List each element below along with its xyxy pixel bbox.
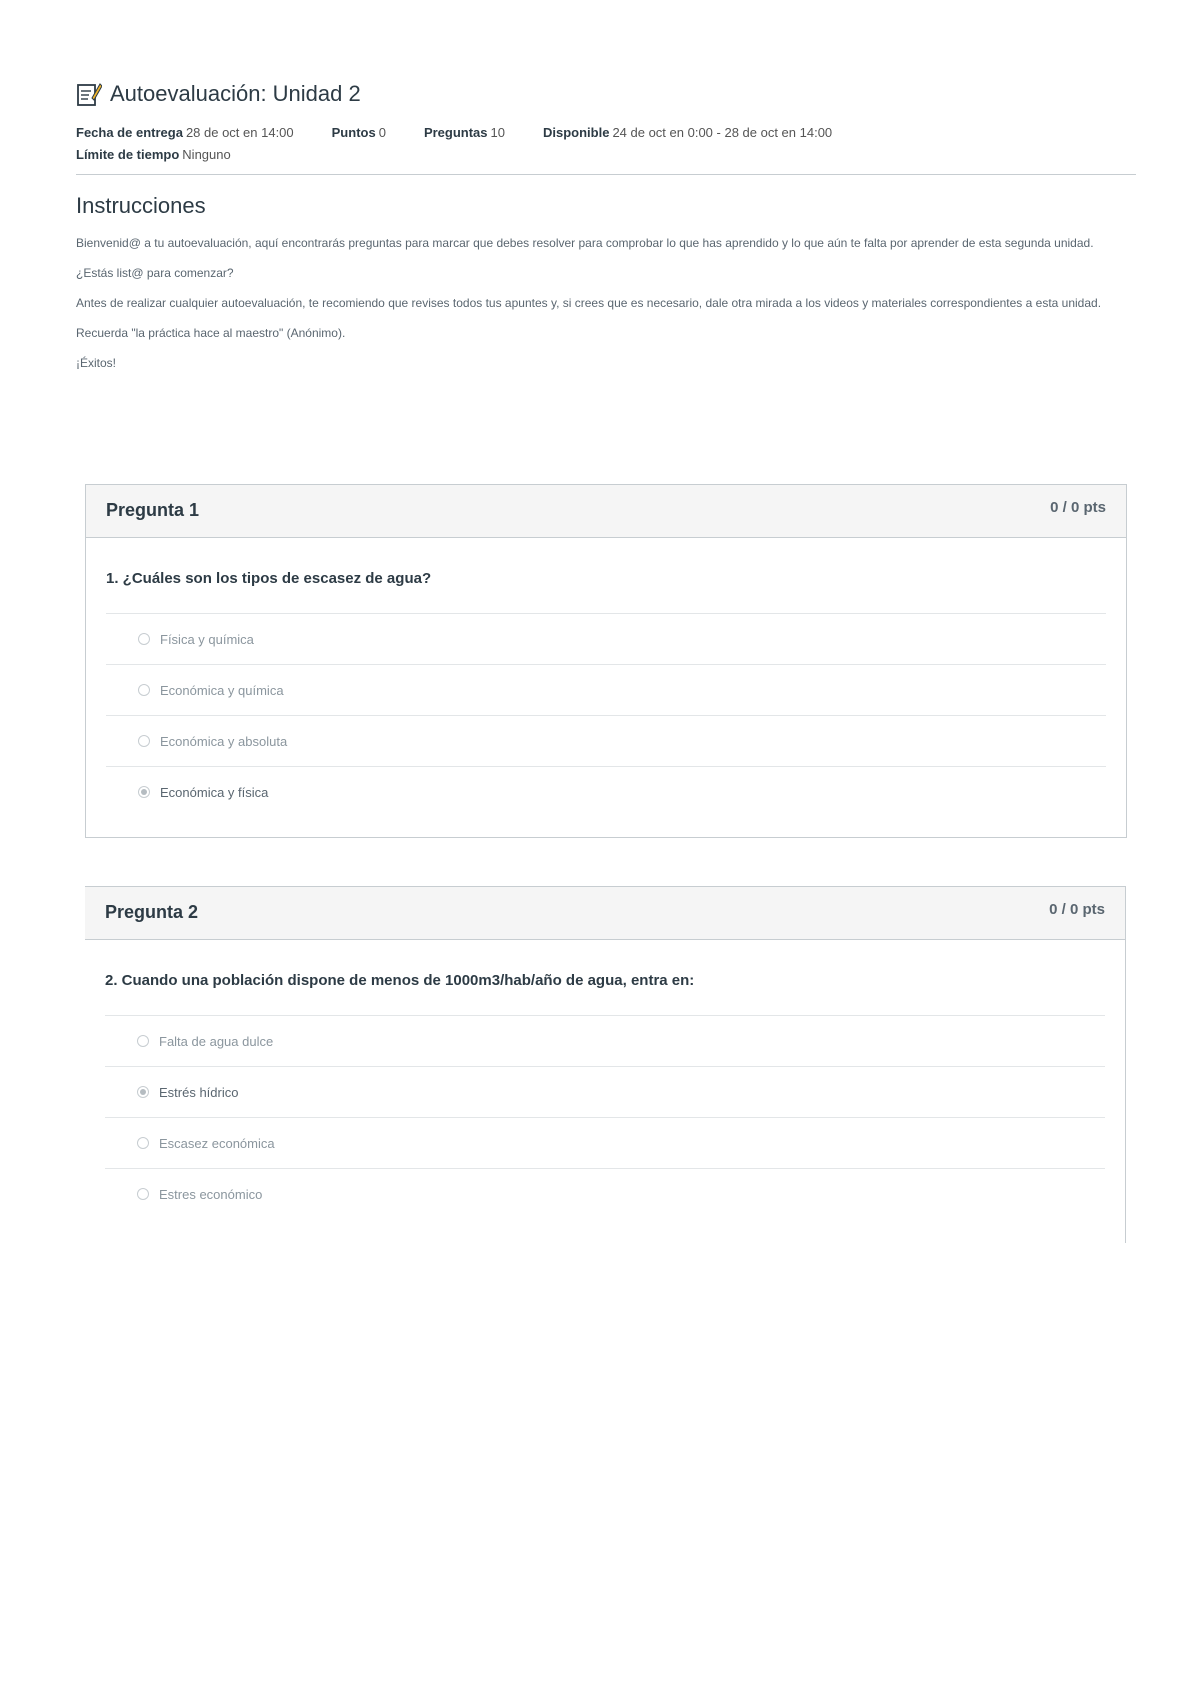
divider bbox=[76, 174, 1136, 175]
answer-label: Económica y física bbox=[160, 784, 269, 800]
question-2 bbox=[85, 886, 1126, 1243]
answer-option[interactable] bbox=[106, 716, 1106, 767]
answer-option[interactable] bbox=[105, 1169, 1105, 1219]
question-title: Pregunta 1 bbox=[106, 500, 200, 520]
question-header bbox=[86, 485, 1126, 538]
answer-label: Escasez económica bbox=[159, 1135, 275, 1151]
question-text: 2. Cuando una población dispone de menos de 1000m3/hab/año de agua, entra en: bbox=[105, 940, 1105, 1016]
radio-button-checked[interactable] bbox=[137, 1086, 149, 1098]
answer-option-selected[interactable] bbox=[106, 767, 1106, 817]
question-points: 0 / 0 pts bbox=[1050, 499, 1106, 516]
answer-label: Falta de agua dulce bbox=[159, 1033, 274, 1049]
answer-option[interactable] bbox=[105, 1118, 1105, 1169]
instructions-paragraph: ¡Éxitos! bbox=[76, 356, 117, 370]
radio-button[interactable] bbox=[137, 1137, 149, 1149]
instructions-paragraph: Recuerda "la práctica hace al maestro" (Anónimo). bbox=[76, 326, 346, 340]
quiz-page bbox=[76, 76, 1136, 383]
answer-option[interactable] bbox=[106, 665, 1106, 716]
quiz-meta bbox=[76, 122, 1136, 166]
answer-option-selected[interactable] bbox=[105, 1067, 1105, 1118]
radio-button[interactable] bbox=[138, 633, 150, 645]
radio-button[interactable] bbox=[137, 1188, 149, 1200]
meta-points: Puntos 0 bbox=[331, 125, 386, 140]
answer-label: Física y química bbox=[160, 631, 254, 647]
instructions-paragraph: Antes de realizar cualquier autoevaluación, te recomiendo que revises todos tus apuntes y, si crees que es necesario, dale otra mirada a los videos y materiales correspondientes a esta unidad. bbox=[76, 296, 1102, 310]
question-title: Pregunta 2 bbox=[105, 902, 199, 922]
instructions-heading: Instrucciones bbox=[76, 193, 206, 218]
meta-time-limit: Límite de tiempo Ninguno bbox=[76, 147, 231, 162]
meta-due-date: Fecha de entrega 28 de oct en 14:00 bbox=[76, 125, 294, 140]
radio-button[interactable] bbox=[138, 735, 150, 747]
answer-label: Económica y química bbox=[160, 682, 284, 698]
question-1 bbox=[85, 484, 1127, 838]
question-text: 1. ¿Cuáles son los tipos de escasez de agua? bbox=[106, 538, 1106, 614]
answer-label: Estrés hídrico bbox=[159, 1084, 239, 1100]
question-points: 0 / 0 pts bbox=[1049, 901, 1105, 918]
meta-questions: Preguntas 10 bbox=[423, 125, 505, 140]
question-header bbox=[85, 887, 1125, 940]
radio-button-checked[interactable] bbox=[138, 786, 150, 798]
radio-button[interactable] bbox=[137, 1035, 149, 1047]
answer-label: Estres económico bbox=[159, 1186, 263, 1202]
title-row bbox=[76, 76, 1136, 112]
page-title: Autoevaluación: Unidad 2 bbox=[110, 81, 361, 106]
instructions-paragraph: ¿Estás list@ para comenzar? bbox=[76, 266, 234, 280]
answer-option[interactable] bbox=[105, 1016, 1105, 1067]
answer-option[interactable] bbox=[106, 614, 1106, 665]
meta-available: Disponible 24 de oct en 0:00 - 28 de oct en 14:00 bbox=[542, 125, 833, 140]
instructions-paragraph: Bienvenid@ a tu autoevaluación, aquí encontrarás preguntas para marcar que debes resolver para comprobar lo que has aprendido y lo que aún te falta por aprender de esta segunda unidad. bbox=[76, 236, 1094, 250]
answer-label: Económica y absoluta bbox=[160, 733, 288, 749]
quiz-icon bbox=[76, 81, 102, 107]
radio-button[interactable] bbox=[138, 684, 150, 696]
